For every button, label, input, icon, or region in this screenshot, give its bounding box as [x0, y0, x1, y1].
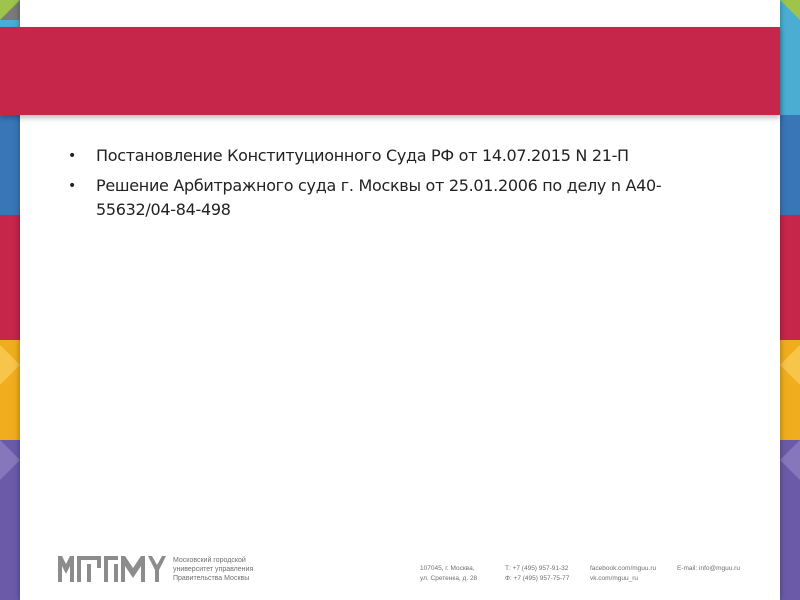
email-link[interactable]: E-mail: info@mguu.ru: [677, 565, 740, 572]
facebook-link[interactable]: facebook.com/mguu.ru: [590, 565, 657, 572]
bullet-text: Постановление Конституционного Суда РФ от 14.07.2015 N 21-П: [96, 146, 629, 165]
bullet-item: [64, 174, 704, 222]
footer-social: [590, 564, 656, 584]
right-edge-decoration: [780, 0, 800, 600]
bullet-list: [64, 144, 704, 228]
logo-caption-line: университет управления: [173, 566, 254, 573]
logo-caption-line: Правительства Москвы: [173, 575, 250, 582]
mguu-logo: [58, 556, 166, 582]
footer-address: [420, 564, 477, 584]
footer-email: [677, 564, 740, 574]
address-line: 107045, г. Москва,: [420, 565, 475, 572]
bullet-icon: •: [68, 178, 76, 194]
footer-phones: [505, 564, 569, 584]
bullet-icon: •: [68, 148, 76, 164]
fax-line: Ф: +7 (495) 957-75-77: [505, 575, 570, 582]
bullet-item: [64, 144, 704, 168]
logo-caption: [173, 556, 283, 583]
title-banner: [0, 27, 780, 115]
bullet-text: Решение Арбитражного суда г. Москвы от 25.01.2006 по делу n А40-55632/04-84-498: [96, 176, 662, 219]
vk-link[interactable]: vk.com/mguu_ru: [590, 575, 639, 582]
logo-caption-line: Московский городской: [173, 557, 246, 564]
mguu-logo-icon: [58, 556, 166, 582]
phone-line: Т: +7 (495) 957-91-32: [505, 565, 569, 572]
address-line: ул. Сретенка, д. 28: [420, 575, 478, 582]
